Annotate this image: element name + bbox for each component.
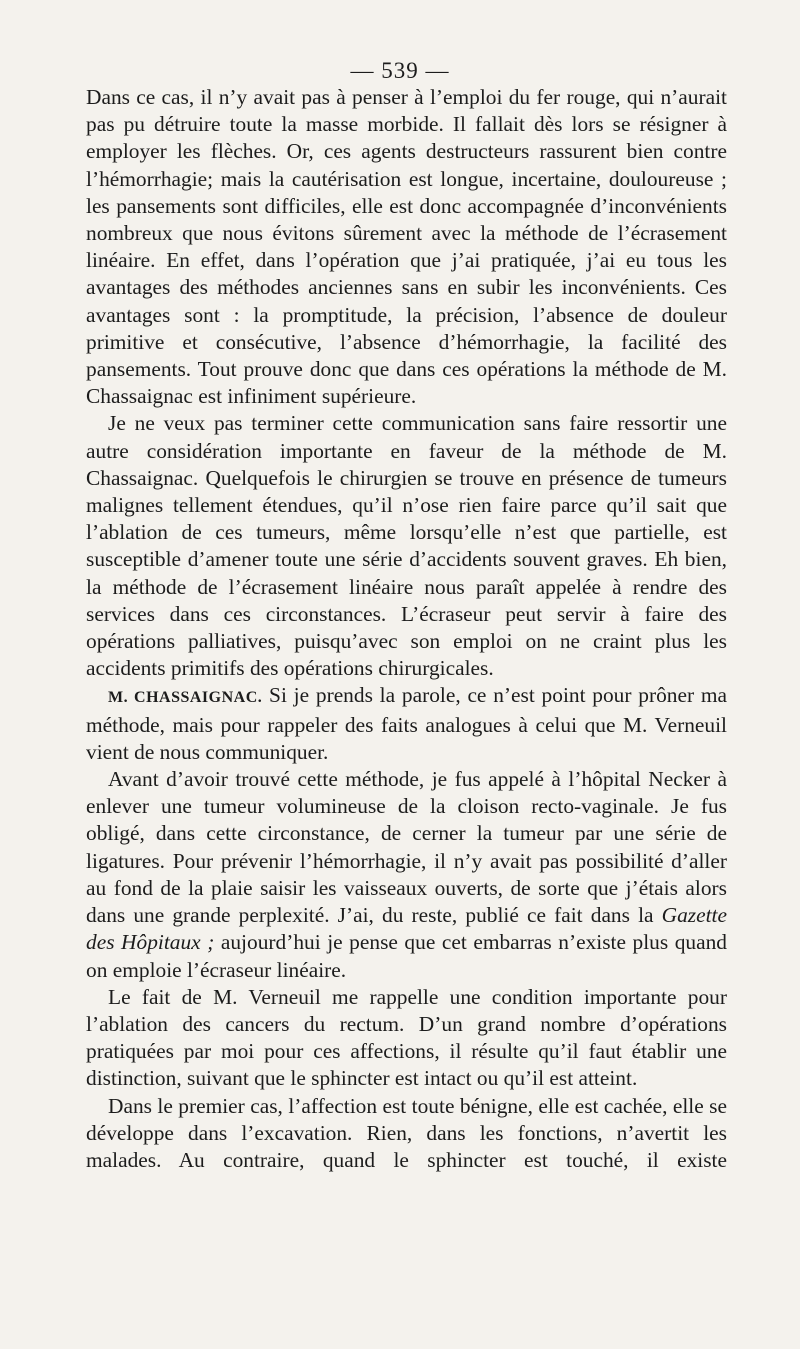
paragraph-4-text-after: aujourd’hui je pense que cet embarras n’existe plus quand on emploie l’écraseur linéaire. [86,930,727,982]
paragraph-5: Le fait de M. Verneuil me rappelle une condition importante pour l’ablation des cancers du rectum. D’un grand nombre d’opérations pratiquées par moi pour ces affections, il résulte qu’il faut établir une distinction, suivant que le sphincter est intact ou qu’il est atteint. [86,984,727,1091]
paragraph-3-text: Si je prends la parole, ce n’est point pour prôner ma méthode, mais pour rappeler des faits analogues à celui que M. Verneuil vient de nous communiquer. [86,683,728,764]
paragraph-4 [86,766,727,984]
paragraph-2: Je ne veux pas terminer cette communication sans faire ressortir une autre considération importante en faveur de la méthode de M. Chassaignac. Quelquefois le chirurgien se trouve en présence de tumeurs malignes tellement étendues, qu’il n’ose rien faire parce qu’il sait que l’ablation de ces tumeurs, même lorsqu’elle n’est que partielle, est susceptible d’amener toute une série d’accidents souvent graves. Eh bien, la méthode de l’écrasement linéaire nous paraît appelée à rendre des services dans ces circonstances. L’écraseur peut servir à faire des opérations palliatives, puisqu’avec son emploi on ne craint plus les accidents primitifs des opérations chirurgicales. [86,411,727,681]
paragraph-4-text-before: Avant d’avoir trouvé cette méthode, je fus appelé à l’hôpital Necker à enlever une tumeur volumineuse de la cloison recto-vaginale. Je fus obligé, dans cette circonstance, de cerner la tumeur par une série de ligatures. Pour prévenir l’hémorrhagie, il n’y avait pas possibilité d’aller au fond de la plaie saisir les vaisseaux ouverts, de sorte que j’étais alors dans une grande perplexité. J’ai, du reste, publié ce fait dans la [86,767,727,928]
page-number: — 539 — [350,58,450,83]
speaker-name: M. CHASSAIGNAC. [108,689,263,707]
paragraph-1: Dans ce cas, il n’y avait pas à penser à l’emploi du fer rouge, qui n’aurait pas pu détruire toute la masse morbide. Il fallait dès lors se résigner à employer les flèches. Or, ces agents destructeurs rassurent bien contre l’hémorrhagie; mais la cautérisation est longue, incertaine, douloureuse ; les pansements sont difficiles, elle est donc accompagnée d’inconvénients nombreux que nous évitons sûrement avec la méthode de l’écrasement linéaire. En effet, dans l’opération que j’ai pratiquée, j’ai eu tous les avantages des méthodes anciennes sans en subir les inconvénients. Ces avantages sont : la promptitude, la précision, l’absence de douleur primitive et consécutive, l’absence d’hémorrhagie, la facilité des pansements. Tout prouve donc que dans ces opérations la méthode de M. Chassaignac est infiniment supérieure. [86,85,727,409]
page-body [86,84,727,1174]
paragraph-3 [86,682,727,766]
journal-title: Gazette des Hôpitaux ; [86,903,727,955]
paragraph-6: Dans le premier cas, l’affection est toute bénigne, elle est cachée, elle se développe dans l’excavation. Rien, dans les fonctions, n’avertit les malades. Au contraire, quand le sphincter est touché, il existe [86,1093,727,1172]
